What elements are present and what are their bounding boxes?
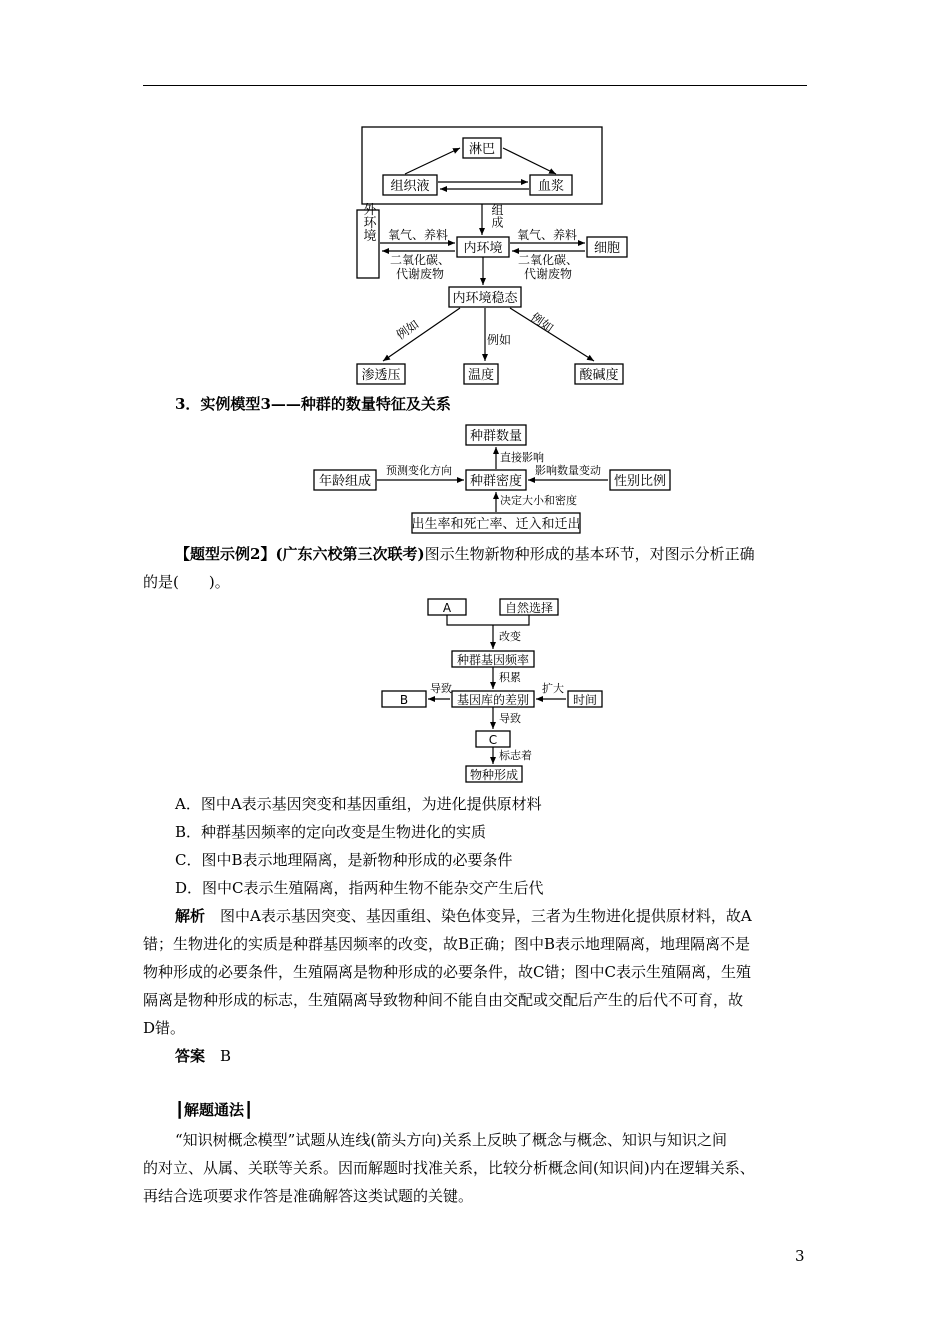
diagram-speciation [382,599,602,782]
label-waste-in: 代谢废物 [395,267,445,281]
label-inner-env: 内环境 [463,241,503,256]
label-change: 改变 [499,630,521,643]
label-eg-left: 例如 [393,317,422,343]
label-direct-effect: 直接影响 [500,451,544,464]
label-cell: 细胞 [593,241,621,256]
label-speciation: 物种形成 [469,768,519,782]
label-lead-to-b: 导致 [430,682,452,695]
label-co2-in: 二氧化碳、 [389,253,451,267]
analysis-line-3: 物种形成的必要条件，生殖隔离是物种形成的必要条件，故C错；图中C表示生殖隔离，生殖 [143,963,751,981]
method-line-3: 再结合选项要求作答是准确解答这类试题的关键。 [143,1187,474,1205]
option-c: C．图中B表示地理隔离，是新物种形成的必要条件 [175,851,513,869]
method-title: ┃解题通法┃ [175,1101,254,1119]
label-c: C [488,733,498,747]
label-decide-size: 决定大小和密度 [500,494,577,507]
label-affect-number: 影响数量变动 [535,464,601,477]
section3-title: 3．实例模型3——种群的数量特征及关系 [175,395,451,413]
label-ph: 酸碱度 [579,368,619,383]
label-o2-out: 氧气、养料 [516,228,578,242]
label-expand: 扩大 [542,682,564,695]
method-line-1: “知识树概念模型”试题从连线(箭头方向)关系上反映了概念与概念、知识与知识之间 [175,1131,728,1149]
label-co2-out: 二氧化碳、 [517,253,579,267]
option-d: D．图中C表示生殖隔离，指两种生物不能杂交产生后代 [175,879,544,897]
answer-label: 答案 [175,1047,206,1065]
label-tissue-fluid: 组织液 [390,179,430,194]
analysis-line-5: D错。 [143,1019,186,1037]
label-pop-density: 种群密度 [469,474,523,489]
label-a: A [442,601,452,615]
label-rates: 出生率和死亡率、迁入和迁出 [411,517,581,532]
page-number: 3 [795,1247,805,1265]
label-natural-selection: 自然选择 [504,601,554,615]
option-a: A．图中A表示基因突变和基因重组，为进化提供原材料 [175,795,542,813]
label-b: B [399,693,409,707]
method-title-text: 解题通法 [184,1101,245,1119]
example-line-2: 的是( )。 [143,573,230,591]
label-predict-trend: 预测变化方向 [386,464,452,477]
example-line-1 [175,540,755,568]
label-pop-number: 种群数量 [469,429,523,444]
label-eg-mid: 例如 [486,333,512,347]
label-osmotic: 渗透压 [361,368,401,383]
label-time: 时间 [572,693,598,707]
label-temperature: 温度 [467,368,495,383]
label-outer-env: 外环境 [360,202,376,242]
diagram-internal-environment [357,127,627,384]
label-gene-pool-diff: 基因库的差别 [456,693,530,707]
analysis-line-4: 隔离是物种形成的标志，生殖隔离导致物种间不能自由交配或交配后产生的后代不可育，故 [143,991,744,1009]
answer-value: B [220,1047,232,1065]
label-age-structure: 年龄组成 [318,474,372,489]
diagram-population-features [314,425,670,533]
method-line-2: 的对立、从属、关联等关系。因而解题时找准关系，比较分析概念间(知识间)内在逻辑关系、 [143,1159,755,1177]
analysis-line-2: 错；生物进化的实质是种群基因频率的改变，故B正确；图中B表示地理隔离，地理隔离不是 [143,935,751,953]
label-homeostasis: 内环境稳态 [452,291,518,306]
label-sex-ratio: 性别比例 [613,474,667,489]
label-waste-out: 代谢废物 [523,267,573,281]
label-plasma: 血浆 [537,179,565,194]
label-accumulate: 积累 [499,671,521,684]
example-source: (广东六校第三次联考) [275,545,425,563]
label-lymph: 淋巴 [468,142,496,157]
label-gene-freq: 种群基因频率 [456,653,530,667]
analysis-line-1 [175,902,752,930]
label-compose: 组成 [490,204,504,228]
answer-line [175,1042,231,1070]
label-lead-to-c: 导致 [499,712,521,725]
analysis-text-1: 图中A表示基因突变、基因重组、染色体变异，三者为生物进化提供原材料，故A [220,907,752,925]
analysis-label: 解析 [175,907,206,925]
example-text-1: 图示生物新物种形成的基本环节，对图示分析正确 [424,545,755,563]
label-marks: 标志着 [499,749,532,762]
option-b: B．种群基因频率的定向改变是生物进化的实质 [175,823,487,841]
label-o2-in: 氧气、养料 [387,228,449,242]
example-label: 【题型示例2】 [175,545,276,563]
label-eg-right: 例如 [528,310,557,336]
